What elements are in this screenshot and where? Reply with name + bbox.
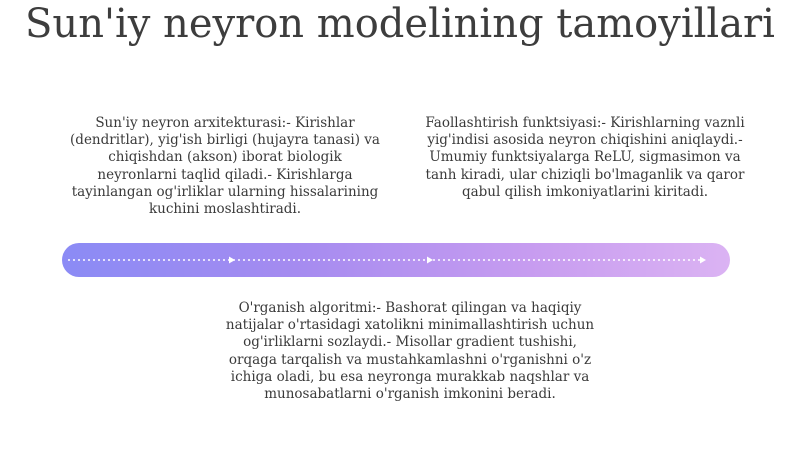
text-block-learning: O'rganish algoritmi:- Bashorat qilingan va haqiqiy natijalar o'rtasidagi xatolikni minimallashtirish uchun og'irliklarni sozlaydi.- Misollar gradient tushishi, orqaga tarqalish va mustahkamlashni o'rganishni o'z ichiga oladi, bu esa neyronga murakkab naqshlar va munosabatlarni o'rganish imkonini beradi. xyxy=(225,300,595,403)
text-block-architecture: Sun'iy neyron arxitekturasi:- Kirishlar (dendritlar), yig'ish birligi (hujayra tanasi) va chiqishdan (akson) iborat biologik neyronlarni taqlid qiladi.- Kirishlarga tayinlangan og'irliklar ularning hissalarining kuchini moslashtiradi. xyxy=(70,115,380,218)
timeline-bar xyxy=(62,243,730,277)
arrow-head-icon xyxy=(700,257,706,264)
timeline-arrows xyxy=(62,243,730,277)
arrow-head-icon xyxy=(427,257,433,264)
slide-title: Sun'iy neyron modelining tamoyillari xyxy=(25,1,775,47)
arrow-head-icon xyxy=(229,257,235,264)
text-block-activation: Faollashtirish funktsiyasi:- Kirishlarning vaznli yig'indisi asosida neyron chiqishini aniqlaydi.- Umumiy funktsiyalarga ReLU, sigmasimon va tanh kiradi, ular chiziqli bo'lmaganlik va qaror qabul qilish imkoniyatlarini kiritadi. xyxy=(425,115,745,200)
